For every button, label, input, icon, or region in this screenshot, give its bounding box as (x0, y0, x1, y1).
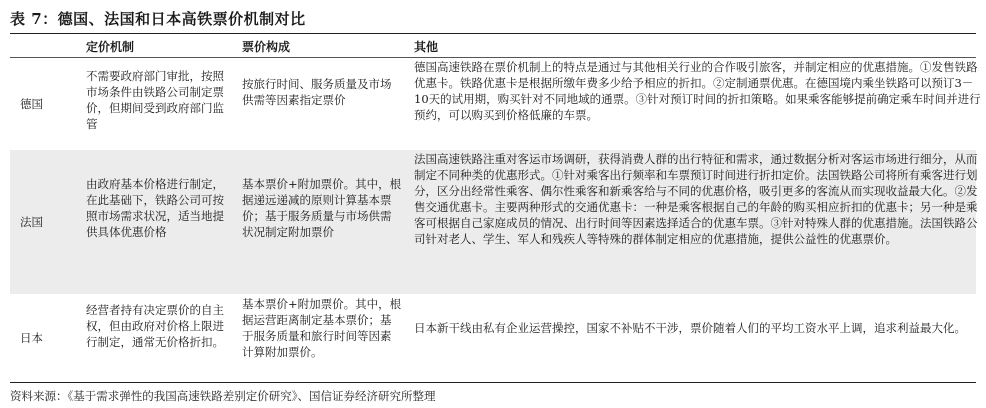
bottom-rule (10, 382, 976, 383)
table-row-japan (10, 294, 976, 382)
pricing-mechanism-cell: 由政府基本价格进行制定，在此基础下，铁路公司可按照市场需求状况，适当地提供具体优惠价格 (86, 177, 224, 239)
table-row-france (10, 150, 976, 294)
header-pricing-mechanism: 定价机制 (86, 40, 135, 54)
pricing-mechanism-cell: 经营者持有决定票价的自主权，但由政府对价格上限进行制定，通常无价格折扣。 (86, 303, 224, 349)
other-cell: 日本新干线由私有企业运营操控，国家不补贴不干涉，票价随着人们的平均工资水平上调，追求利益最大化。 (414, 321, 966, 335)
fare-structure-cell: 基本票价+附加票价。其中，根据递远递减的原则计算基本票价；基于服务质量与市场供需状况制定附加票价 (242, 177, 402, 239)
pricing-mechanism-cell: 不需要政府部门审批，按照市场条件由铁路公司制定票价，但期间受到政府部门监管 (86, 69, 224, 131)
top-rule (10, 33, 976, 34)
fare-structure-cell: 按旅行时间、服务质量及市场供需等因素指定票价 (242, 77, 392, 107)
header-fare-structure: 票价构成 (242, 40, 291, 54)
country-label: 日本 (20, 331, 43, 345)
table-title: 表 7：德国、法国和日本高铁票价机制对比 (10, 10, 306, 28)
table-row-germany (10, 58, 981, 150)
other-cell: 法国高速铁路注重对客运市场调研，获得消费人群的出行特征和需求，通过数据分析对客运市场进行细分，从而制定不同种类的优惠形式。①针对乘客出行频率和车票预订时间进行折扣定价。法国铁路公司将所有乘客进行划分，区分出经常性乘客、偶尔性乘客和新乘客给与不同的优惠价格，吸引更多的客流从而实现收益最大化。②发售交通优惠卡。主要两种形式的交通优惠卡：一种是乘客根据自己的年龄的购买相应折扣的优惠卡；另一种是乘客可根据自己家庭成员的情况、出行时间等因素选择适合的优惠车票。③针对特殊人群的优惠措施。法国铁路公司针对老人、学生、军人和残疾人等特殊的群体制定相应的优惠措施，提供公益性的优惠票价。 (414, 152, 978, 246)
fare-structure-cell: 基本票价+附加票价。其中，根据运营距离制定基本票价；基于服务质量和旅行时间等因素计算附加票价。 (242, 297, 402, 359)
source-note: 资料来源：《基于需求弹性的我国高速铁路差别定价研究》、国信证券经济研究所整理 (10, 389, 436, 403)
other-cell: 德国高速铁路在票价机制上的特点是通过与其他相关行业的合作吸引旅客，并制定相应的优惠措施。①发售铁路优惠卡。铁路优惠卡是根据所缴年费多少给予相应的折扣。②定制通票优惠。在德国境内乘坐铁路可以预订3－10天的试用期，购买针对不同地域的通票。③针对预订时间的折扣策略。如果乘客能够提前确定乘车时间并进行预约，可以购买到价格低廉的车票。 (414, 60, 981, 122)
country-label: 法国 (20, 215, 43, 229)
country-label: 德国 (20, 97, 43, 111)
header-other: 其他 (414, 40, 439, 54)
